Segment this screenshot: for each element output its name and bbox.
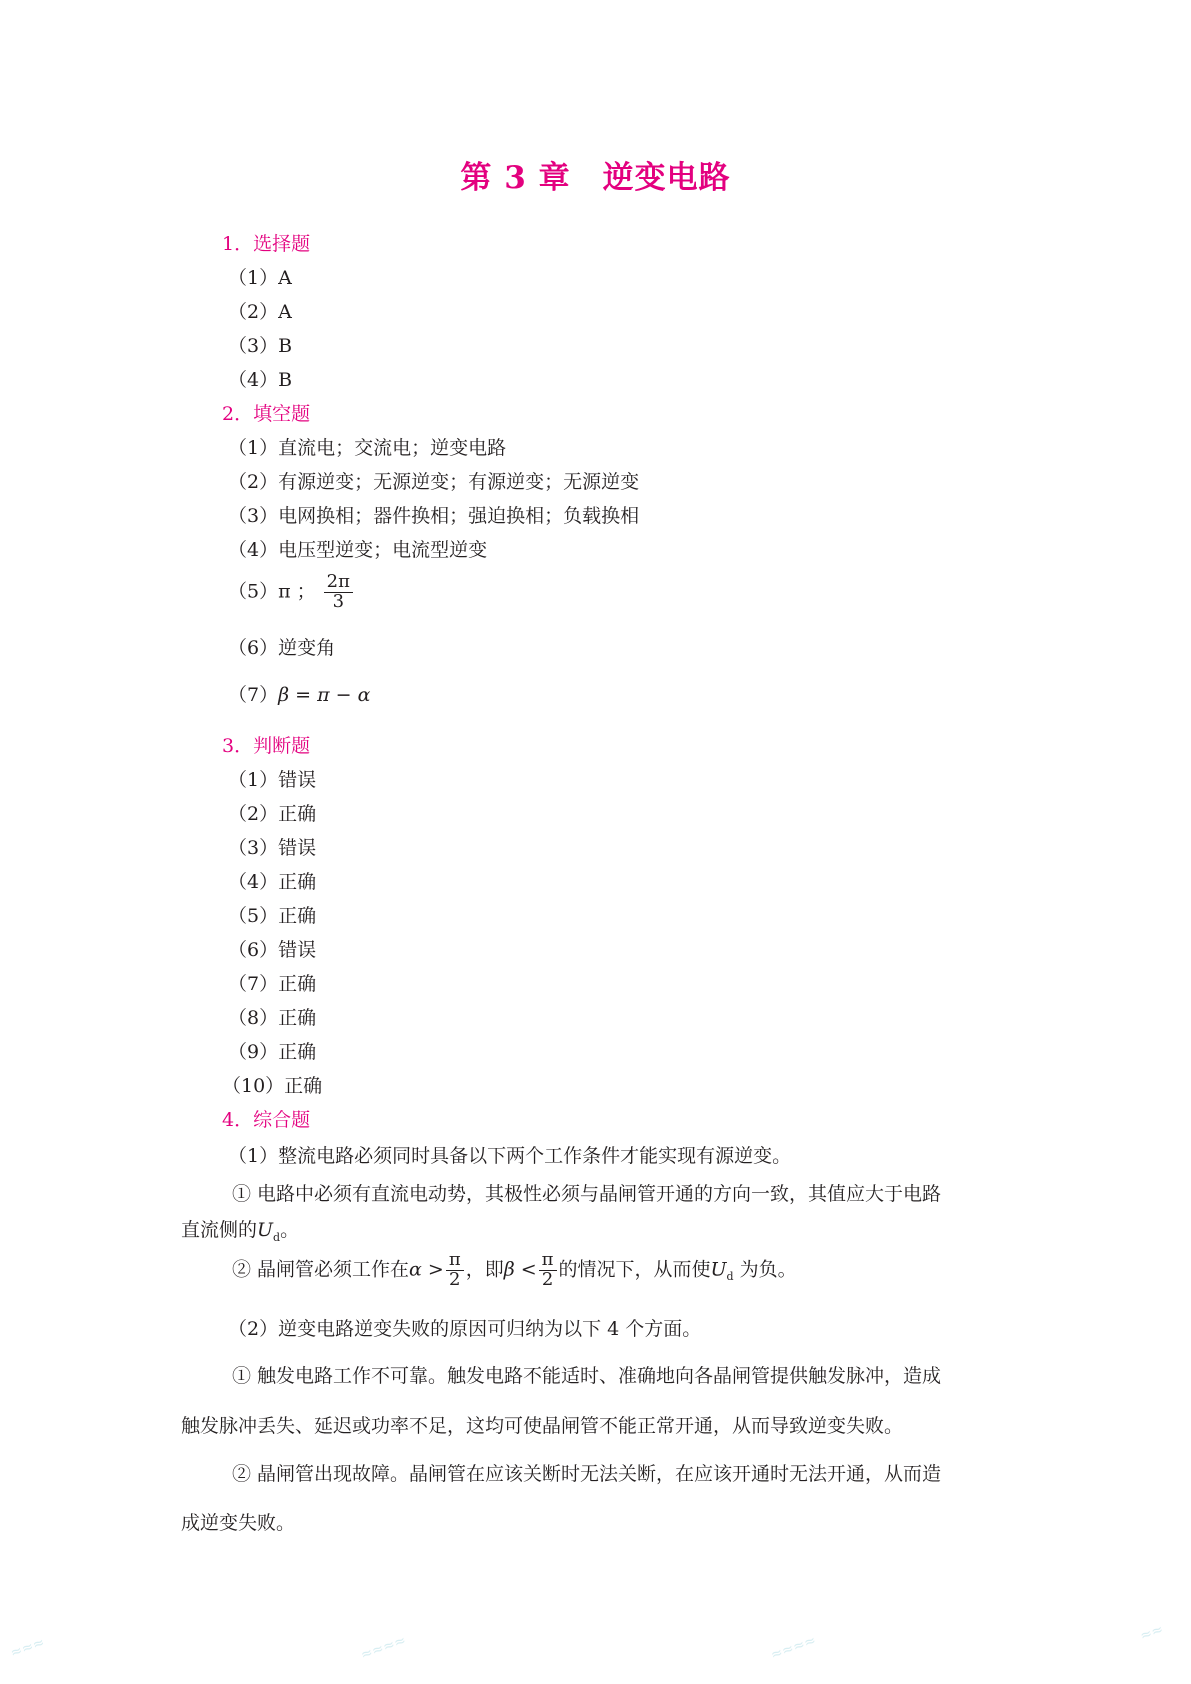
fraction-2pi-over-3: [324, 573, 353, 612]
text-span: 直流侧的: [181, 1219, 258, 1241]
section-heading-judge: 3．判断题: [222, 735, 311, 757]
judge-answer: （9）正确: [228, 1041, 317, 1063]
text-span: ，即: [465, 1258, 504, 1281]
fill-answer: （2）有源逆变；无源逆变；有源逆变；无源逆变: [228, 471, 640, 493]
judge-answer: （7）正确: [228, 973, 317, 995]
comp-paragraph-cont: 触发脉冲丢失、延迟或功率不足，这均可使晶闸管不能正常开通，从而导致逆变失败。: [181, 1415, 904, 1437]
comp-paragraph: （2）逆变电路逆变失败的原因可归纳为以下 4 个方面。: [228, 1318, 702, 1340]
comp-paragraph: （1）整流电路必须同时具备以下两个工作条件才能实现有源逆变。: [228, 1145, 792, 1167]
comp-paragraph-cont: [181, 1215, 1013, 1244]
fraction-numerator: π: [446, 1251, 464, 1271]
text-span: ② 晶闸管必须工作在: [232, 1258, 410, 1281]
watermark-mark: ≈≈≈≈: [358, 1632, 409, 1664]
subscript-d: d: [273, 1230, 281, 1244]
fill-answer-7: [228, 680, 370, 707]
watermark-mark: ≈≈≈: [8, 1634, 47, 1662]
comp-paragraph: ② 晶闸管出现故障。晶闸管在应该关断时无法关断，在应该开通时无法开通，从而造: [232, 1463, 942, 1485]
comp-paragraph: ① 触发电路工作不可靠。触发电路不能适时、准确地向各晶闸管提供触发脉冲，造成: [232, 1365, 942, 1387]
judge-answer: （3）错误: [228, 837, 317, 859]
fraction-pi-over-2: [446, 1251, 464, 1290]
formula-beta: β = π − α: [278, 684, 371, 706]
fill-answer: （6）逆变角: [228, 637, 336, 659]
comp-paragraph-formula: [232, 1251, 797, 1290]
judge-answer: （2）正确: [228, 803, 317, 825]
choice-answer: （1）A: [228, 267, 292, 289]
symbol-U: U: [710, 1258, 727, 1281]
fill-answer-5-pi: π ；: [278, 580, 316, 603]
judge-answer: （6）错误: [228, 939, 317, 961]
fraction-denominator: 2: [449, 1268, 461, 1290]
watermark-mark: ≈≈: [1137, 1621, 1166, 1645]
watermark-mark: ≈≈≈≈: [768, 1632, 819, 1664]
choice-answer: （4）B: [228, 369, 293, 391]
comp-paragraph-cont: 成逆变失败。: [181, 1512, 296, 1534]
text-span: 的情况下，从而使: [558, 1258, 711, 1281]
judge-answer: （4）正确: [228, 871, 317, 893]
judge-answer: （1）错误: [228, 769, 317, 791]
fill-answer-7-prefix: （7）: [228, 684, 279, 706]
fraction-denominator: 2: [541, 1268, 554, 1290]
symbol-beta: β <: [503, 1258, 537, 1281]
text-span: 为负。: [733, 1258, 797, 1281]
text-span: 。: [280, 1219, 300, 1241]
fraction-numerator: π: [539, 1251, 557, 1271]
subscript-d: d: [726, 1270, 734, 1284]
fill-answer: （1）直流电；交流电；逆变电路: [228, 437, 507, 459]
fill-answer: （3）电网换相；器件换相；强迫换相；负载换相: [228, 505, 640, 527]
judge-answer: （10）正确: [222, 1075, 323, 1097]
fill-answer: （4）电压型逆变；电流型逆变: [228, 539, 488, 561]
chapter-name: 逆变电路: [602, 160, 731, 196]
comp-paragraph: ① 电路中必须有直流电动势，其极性必须与晶闸管开通的方向一致，其值应大于电路: [232, 1183, 942, 1205]
chapter-title: [0, 152, 1191, 197]
section-heading-choice: 1．选择题: [222, 233, 311, 255]
symbol-alpha: α >: [409, 1258, 444, 1281]
fraction-pi-over-2: [539, 1251, 557, 1290]
judge-answer: （8）正确: [228, 1007, 317, 1029]
section-heading-comprehensive: 4．综合题: [222, 1109, 311, 1131]
choice-answer: （3）B: [228, 335, 293, 357]
fill-answer-5-prefix: （5）: [228, 580, 279, 603]
fraction-numerator: 2π: [324, 573, 353, 593]
fraction-denominator: 3: [332, 590, 345, 612]
judge-answer: （5）正确: [228, 905, 317, 927]
fill-answer-5: [228, 573, 355, 612]
choice-answer: （2）A: [228, 301, 292, 323]
section-heading-fill: 2．填空题: [222, 403, 311, 425]
symbol-U: U: [257, 1219, 274, 1241]
chapter-number: 第 3 章: [460, 160, 571, 196]
